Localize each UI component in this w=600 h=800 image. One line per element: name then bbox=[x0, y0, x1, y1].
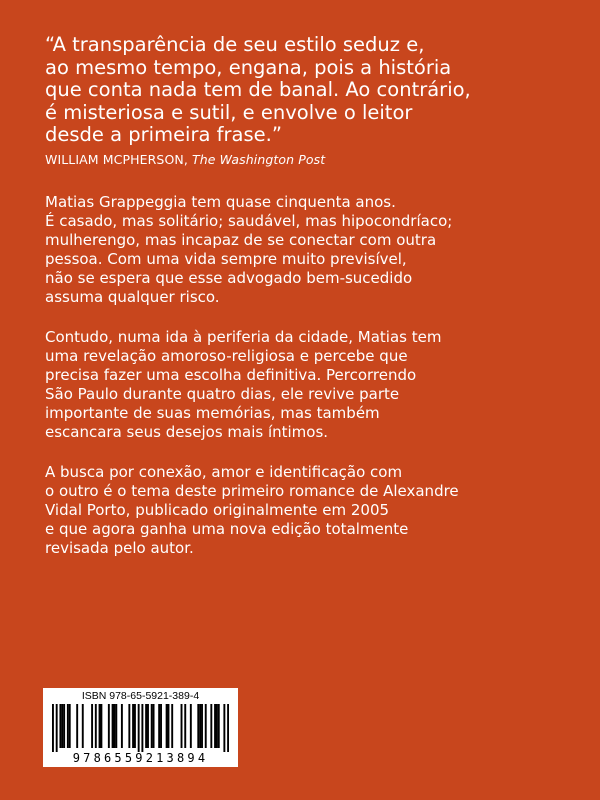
synopsis-paragraph: Contudo, numa ida à periferia da cidade, Matias tem uma revelação amoroso-religiosa e percebe que precisa fazer uma escolha definitiva. Percorrendo São Paulo durante quatro dias, ele revive parte importante de suas memórias, mas também escancara seus desejos mais íntimos. bbox=[45, 328, 442, 441]
barcode-bar bbox=[227, 704, 229, 752]
barcode-bar bbox=[145, 704, 147, 748]
barcode-bar bbox=[205, 704, 207, 748]
barcode-bar bbox=[115, 704, 117, 748]
barcode-bar bbox=[223, 704, 225, 752]
quote-text: “A transparência de seu estilo seduz e, ao mesmo tempo, engana, pois a história que conta nada tem de banal. Ao contrário, é misteriosa e sutil, e envolve o leitor desde a primeira frase.” bbox=[45, 33, 471, 146]
barcode-bar bbox=[166, 704, 168, 748]
barcode-bar bbox=[63, 704, 65, 748]
barcode-bar bbox=[181, 704, 183, 748]
barcode-bar bbox=[112, 704, 114, 748]
synopsis bbox=[45, 193, 565, 579]
barcode-bar bbox=[108, 704, 110, 748]
barcode-bar bbox=[56, 704, 58, 752]
barcode-bar bbox=[138, 704, 140, 752]
barcode-bar bbox=[147, 704, 149, 748]
barcode-bar bbox=[59, 704, 61, 748]
isbn-barcode bbox=[43, 688, 238, 767]
barcode-bar bbox=[218, 704, 220, 748]
barcode-bar bbox=[67, 704, 69, 748]
barcode-bar bbox=[100, 704, 102, 748]
barcode-bar bbox=[168, 704, 170, 748]
barcode-bar bbox=[128, 704, 130, 748]
barcode-bar bbox=[153, 704, 155, 748]
barcode-bar bbox=[132, 704, 134, 748]
quote-source: The Washington Post bbox=[191, 151, 326, 167]
barcode-bar bbox=[210, 704, 212, 748]
barcode-bars bbox=[52, 704, 229, 752]
barcode-bar bbox=[99, 704, 101, 748]
barcode-bar bbox=[158, 704, 160, 748]
barcode-bar bbox=[69, 704, 71, 748]
barcode-bar bbox=[201, 704, 203, 748]
barcode-bar bbox=[113, 704, 115, 748]
barcode-bar bbox=[91, 704, 93, 748]
barcode-digits: 9786559213894 bbox=[72, 751, 209, 765]
barcode-bar bbox=[141, 704, 143, 752]
barcode-bar bbox=[216, 704, 218, 748]
quote-author: WILLIAM MCPHERSON, bbox=[45, 151, 192, 167]
barcode-bar bbox=[171, 704, 173, 748]
barcode-bar bbox=[121, 704, 123, 748]
barcode-bar bbox=[199, 704, 201, 748]
barcode-bar bbox=[160, 704, 162, 748]
review-quote bbox=[45, 34, 565, 168]
barcode-bar bbox=[214, 704, 216, 748]
barcode-bar bbox=[190, 704, 192, 748]
barcode-bar bbox=[197, 704, 199, 748]
barcode-bar bbox=[61, 704, 63, 748]
barcode-bar bbox=[76, 704, 78, 748]
quote-attribution bbox=[45, 152, 565, 168]
synopsis-paragraph: Matias Grappeggia tem quase cinquenta anos. É casado, mas solitário; saudável, mas hipocondríaco; mulherengo, mas incapaz de se conectar com outra pessoa. Com uma vida sempre muito previsível, não se espera que esse advogado bem-sucedido assuma qualquer risco. bbox=[45, 193, 453, 306]
isbn-label: ISBN 978-65-5921-389-4 bbox=[81, 690, 200, 702]
barcode-bar bbox=[151, 704, 153, 748]
barcode-bar bbox=[184, 704, 186, 748]
barcode-bar bbox=[82, 704, 84, 748]
synopsis-paragraph: A busca por conexão, amor e identificação com o outro é o tema deste primeiro romance de Alexandre Vidal Porto, publicado originalmente em 2005 e que agora ganha uma nova edição totalmente revisada pelo autor. bbox=[45, 463, 459, 557]
barcode-bar bbox=[134, 704, 136, 748]
barcode-bar bbox=[52, 704, 54, 752]
barcode-bar bbox=[95, 704, 97, 748]
